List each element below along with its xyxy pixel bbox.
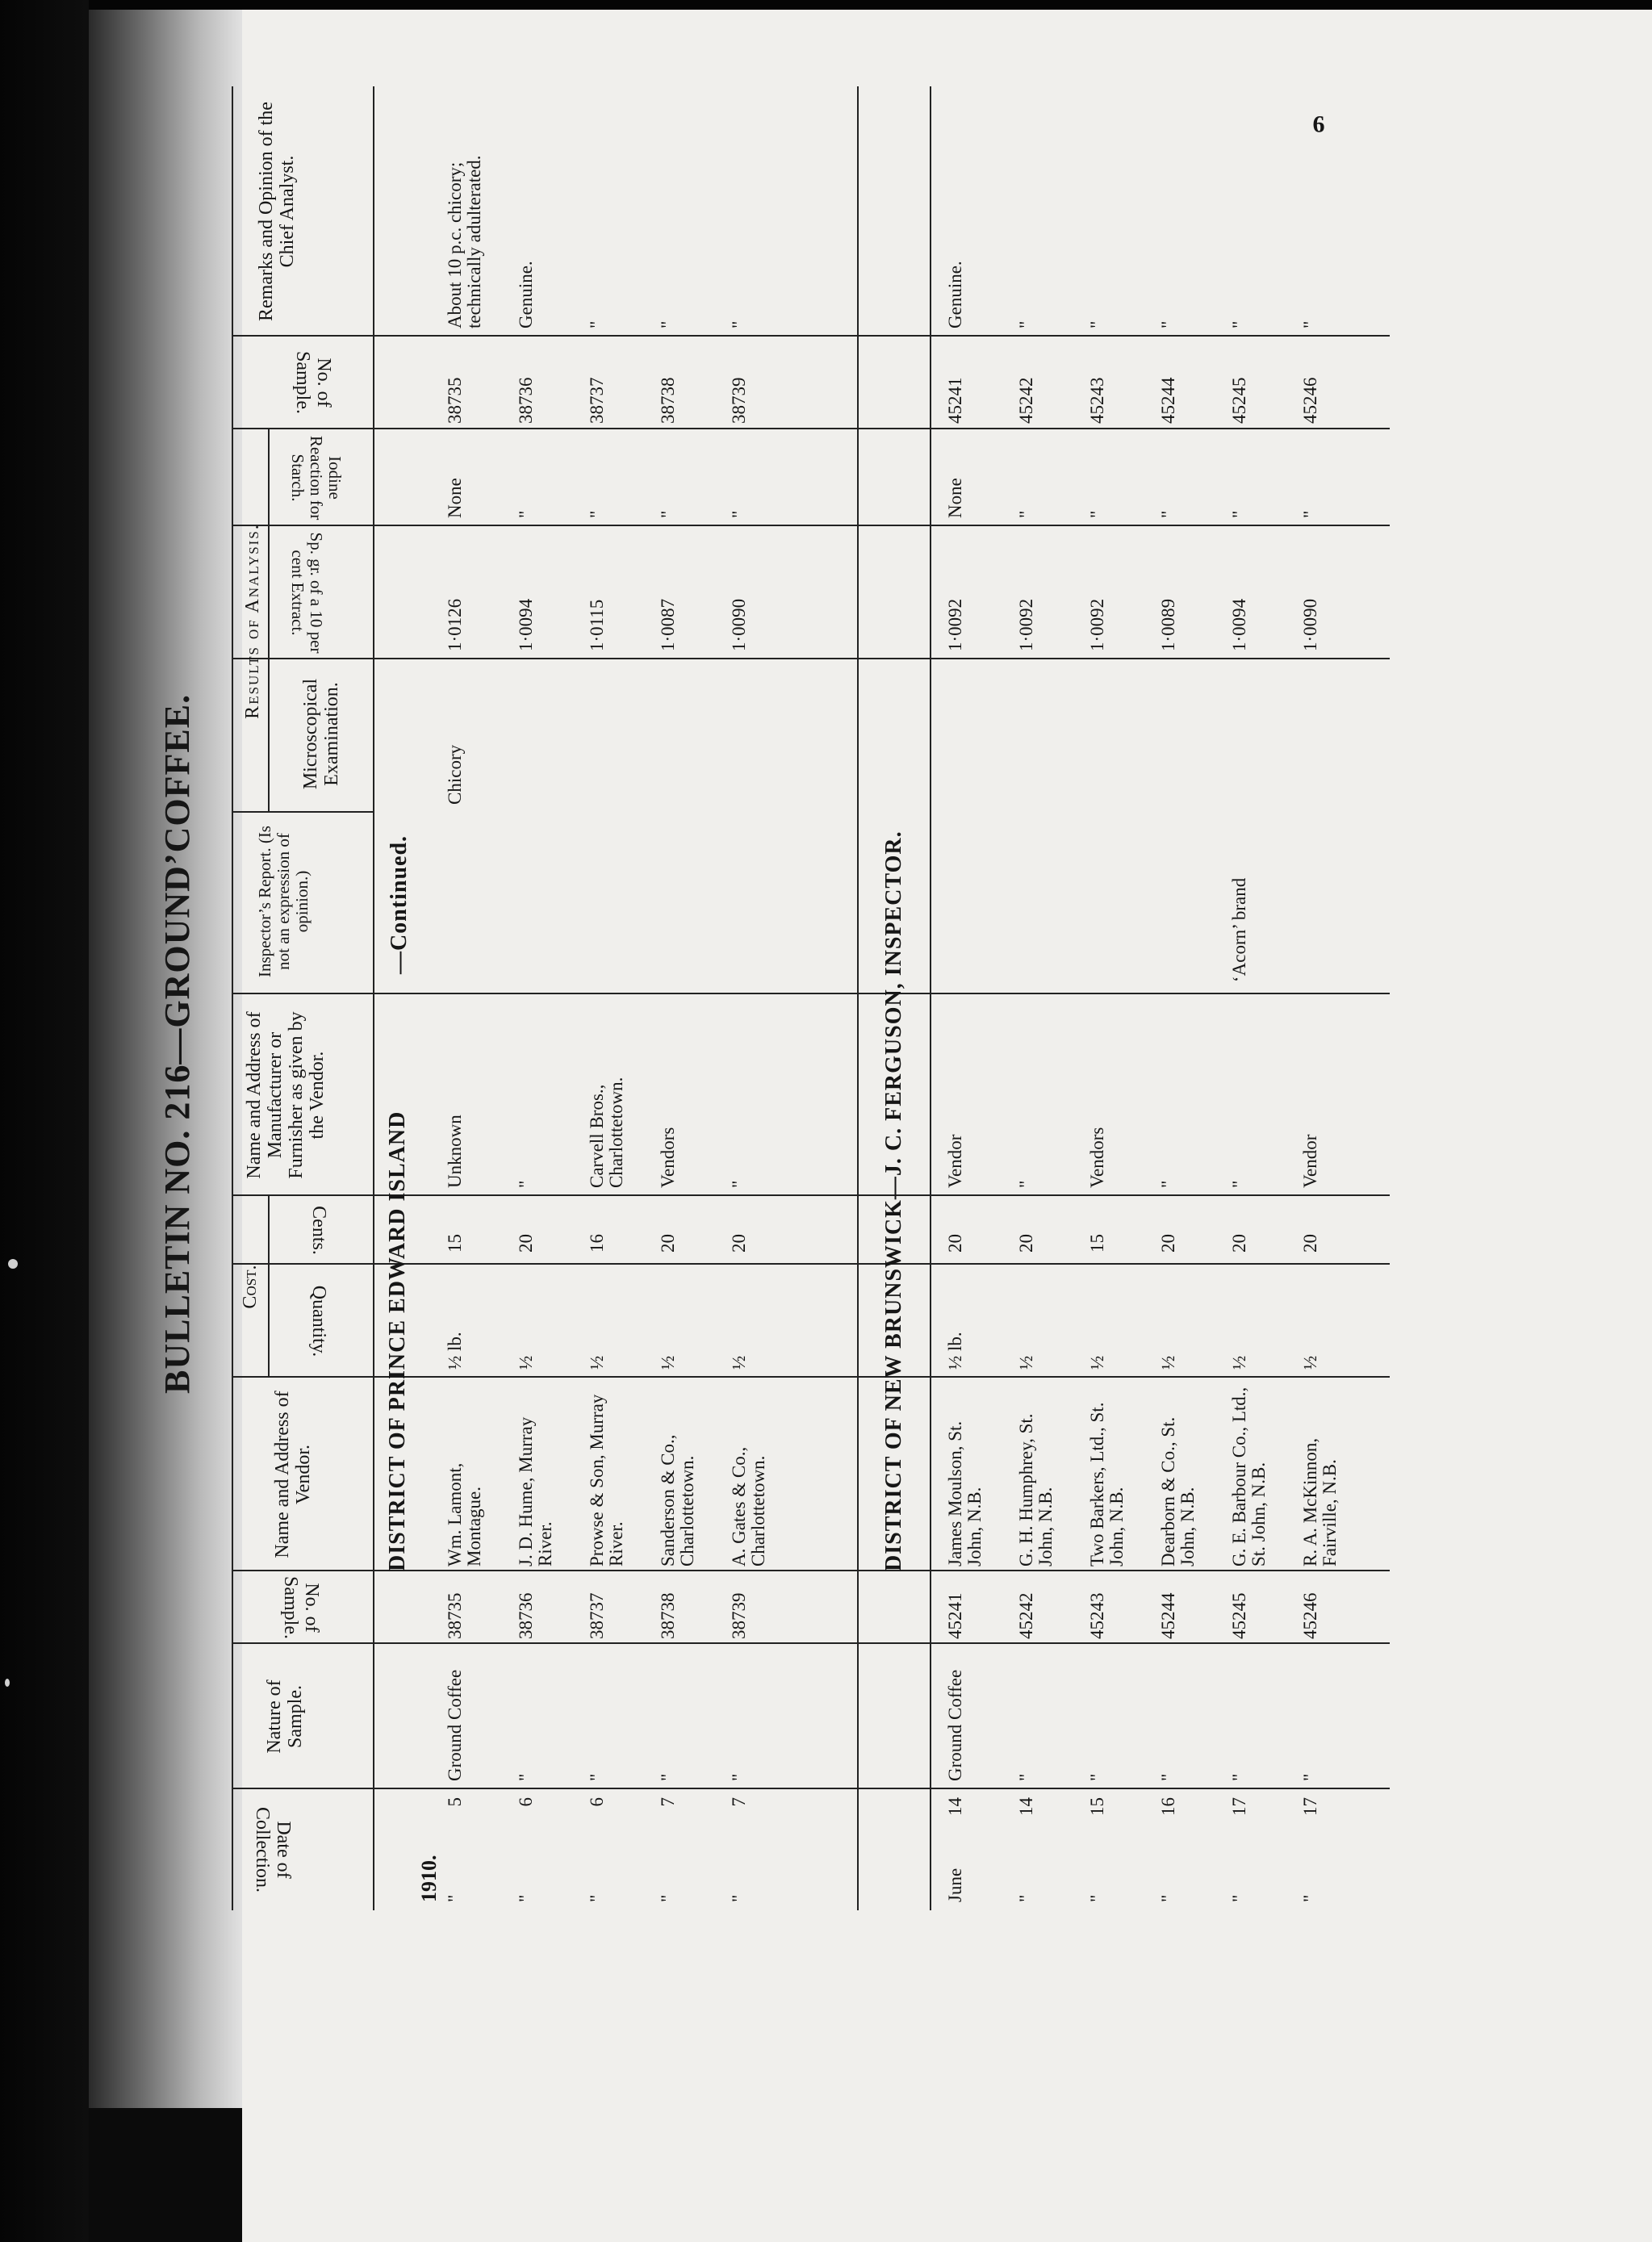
row-sample-no-2: 45244 [1158, 377, 1178, 424]
body-col-sep [373, 335, 1390, 337]
row-manufacturer: Vendors [1087, 1127, 1107, 1188]
row-quantity: ½ lb. [445, 1332, 465, 1370]
row-sample-no: 38736 [516, 1592, 536, 1639]
page-number: 6 [1312, 111, 1325, 138]
row-nature: " [1300, 1773, 1320, 1781]
header-bottom-rule [373, 86, 374, 1910]
row-month: " [1229, 1894, 1249, 1902]
row-remarks: " [1300, 320, 1320, 328]
header-remarks: Remarks and Opinion of the Chief Analyst. [256, 102, 298, 321]
row-cents: 20 [945, 1234, 965, 1253]
row-day: 14 [945, 1797, 965, 1816]
row-manufacturer: " [1229, 1180, 1249, 1188]
header-inspector: Inspector’s Report. (Is not an expression of opinion.) [255, 826, 312, 977]
page-title: BULLETIN NO. 216—GROUND’COFFEE. [157, 693, 197, 1394]
row-remarks: " [1016, 320, 1036, 328]
dust-speck [5, 1679, 10, 1687]
row-spgr: 1·0092 [1016, 598, 1036, 651]
row-quantity: ½ [729, 1355, 749, 1370]
row-sample-no-2: 45245 [1229, 377, 1249, 424]
row-quantity: ½ [1229, 1355, 1249, 1370]
row-sample-no-2: 38738 [658, 377, 678, 424]
row-vendor: R. A. McKinnon, Fairville, N.B. [1300, 1437, 1340, 1566]
row-remarks: " [1158, 320, 1178, 328]
row-sample-no-2: 45243 [1087, 377, 1107, 424]
row-day: 7 [658, 1797, 678, 1807]
row-remarks: About 10 p.c. chicory; technically adulterated. [445, 155, 484, 328]
row-spgr: 1·0087 [658, 598, 678, 651]
row-spgr: 1·0094 [516, 598, 536, 651]
district-heading: DISTRICT OF NEW BRUNSWICK—J. C. FERGUSON, INSPECTOR. [881, 830, 906, 1571]
row-sample-no: 45241 [945, 1592, 965, 1639]
header-cost: Cost. [240, 1265, 261, 1309]
row-microscopical: Chicory [445, 744, 465, 805]
row-iodine: " [658, 510, 678, 518]
row-iodine: None [945, 478, 965, 518]
row-vendor: A. Gates & Co., Charlottetown. [729, 1446, 768, 1566]
header-nature: Nature of Sample. [264, 1679, 306, 1754]
row-cents: 20 [516, 1234, 536, 1253]
row-cents: 20 [1016, 1234, 1036, 1253]
row-day: 5 [445, 1797, 465, 1807]
header-microscopical: Microscopical Examination. [300, 678, 342, 790]
row-quantity: ½ [1300, 1355, 1320, 1370]
row-month: " [1158, 1894, 1178, 1902]
row-spgr: 1·0092 [945, 598, 965, 651]
row-sample-no: 38739 [729, 1592, 749, 1639]
row-day: 16 [1158, 1797, 1178, 1816]
row-vendor: Prowse & Son, Murray River. [587, 1394, 626, 1566]
header-manufacturer: Name and Address of Manufacturer or Furnisher as given by the Vendor. [244, 1011, 328, 1179]
row-remarks: " [729, 320, 749, 328]
row-cents: 16 [587, 1234, 607, 1253]
row-nature: " [1016, 1773, 1036, 1781]
row-cents: 20 [1158, 1234, 1178, 1253]
section-rule [930, 86, 931, 1910]
row-manufacturer: Unknown [445, 1115, 465, 1188]
district-continued: —Continued. [387, 834, 412, 974]
row-sample-no: 45242 [1016, 1592, 1036, 1639]
row-cents: 20 [729, 1234, 749, 1253]
row-manufacturer: " [1016, 1180, 1036, 1188]
header-cents: Cents. [308, 1206, 329, 1255]
row-iodine: None [445, 478, 465, 518]
row-quantity: ½ [587, 1355, 607, 1370]
row-quantity: ½ [1087, 1355, 1107, 1370]
row-sample-no: 38735 [445, 1592, 465, 1639]
row-nature: " [1158, 1773, 1178, 1781]
row-month: " [1300, 1894, 1320, 1902]
row-vendor: G. H. Humphrey, St. John, N.B. [1016, 1413, 1056, 1566]
row-cents: 20 [658, 1234, 678, 1253]
row-month: " [1016, 1894, 1036, 1902]
dust-speck [8, 1259, 18, 1269]
row-month: " [516, 1894, 536, 1902]
row-sample-no: 45245 [1229, 1592, 1249, 1639]
row-manufacturer: Vendors [658, 1127, 678, 1188]
row-cents: 15 [445, 1234, 465, 1253]
row-iodine: " [729, 510, 749, 518]
row-nature: " [516, 1773, 536, 1781]
row-inspector: ‘Acorn’ brand [1229, 877, 1249, 982]
row-sample-no-2: 38737 [587, 377, 607, 424]
row-nature: " [658, 1773, 678, 1781]
row-remarks: " [1229, 320, 1249, 328]
row-spgr: 1·0089 [1158, 598, 1178, 651]
row-month: " [587, 1894, 607, 1902]
section-rule [857, 86, 859, 1910]
row-day: 6 [516, 1797, 536, 1807]
row-iodine: " [1087, 510, 1107, 518]
row-vendor: James Moulson, St. John, N.B. [945, 1420, 985, 1566]
row-month: June [945, 1868, 965, 1902]
row-spgr: 1·0126 [445, 598, 465, 651]
row-month: " [658, 1894, 678, 1902]
row-remarks: Genuine. [945, 261, 965, 328]
rotated-table-sheet [107, 6, 1462, 2023]
row-nature: Ground Coffee [945, 1669, 965, 1781]
row-month: " [1087, 1894, 1107, 1902]
row-day: 14 [1016, 1797, 1036, 1816]
row-iodine: " [1229, 510, 1249, 518]
row-manufacturer: Vendor [945, 1134, 965, 1188]
row-sample-no: 45243 [1087, 1592, 1107, 1639]
row-iodine: " [1300, 510, 1320, 518]
district-heading: DISTRICT OF PRINCE EDWARD ISLAND [385, 1111, 410, 1571]
body-col-sep [373, 525, 1390, 526]
row-quantity: ½ [1016, 1355, 1036, 1370]
row-manufacturer: " [1158, 1180, 1178, 1188]
row-vendor: Dearborn & Co., St. John, N.B. [1158, 1416, 1198, 1566]
row-iodine: " [1158, 510, 1178, 518]
row-remarks: " [587, 320, 607, 328]
row-sample-no: 45246 [1300, 1592, 1320, 1639]
col-sep [232, 993, 373, 994]
row-sample-no-2: 38735 [445, 377, 465, 424]
header-sample-no: No. of Sample. [280, 1576, 322, 1639]
row-remarks: Genuine. [516, 261, 536, 328]
results-subrule [268, 429, 270, 813]
year-label: 1910. [417, 1855, 441, 1902]
row-quantity: ½ [1158, 1355, 1178, 1370]
row-day: 17 [1300, 1797, 1320, 1816]
row-sample-no-2: 38736 [516, 377, 536, 424]
row-iodine: " [587, 510, 607, 518]
header-sample-no-2: No. of Sample. [292, 351, 334, 414]
row-day: 15 [1087, 1797, 1107, 1816]
row-vendor: G. E. Barbour Co., Ltd., St. John, N.B. [1229, 1387, 1269, 1566]
row-sample-no-2: 38739 [729, 377, 749, 424]
row-quantity: ½ lb. [945, 1332, 965, 1370]
row-sample-no-2: 45246 [1300, 377, 1320, 424]
row-cents: 20 [1229, 1234, 1249, 1253]
col-sep [232, 1570, 373, 1571]
body-col-sep [373, 1788, 1390, 1789]
document-page [157, 10, 1652, 2242]
header-date: Date of Collection. [252, 1807, 294, 1893]
row-quantity: ½ [516, 1355, 536, 1370]
row-manufacturer: " [729, 1180, 749, 1188]
row-spgr: 1·0090 [729, 598, 749, 651]
row-sample-no: 38738 [658, 1592, 678, 1639]
row-sample-no: 38737 [587, 1592, 607, 1639]
row-manufacturer: Carvell Bros., Charlottetown. [587, 1077, 626, 1188]
row-day: 17 [1229, 1797, 1249, 1816]
header-spgr: Sp. gr. of a 10 per cent Extract. [288, 532, 326, 654]
cost-subrule [268, 1196, 270, 1378]
header-results: Results of Analysis. [242, 523, 263, 719]
row-remarks: " [658, 320, 678, 328]
row-nature: " [729, 1773, 749, 1781]
row-vendor: Wm. Lamont, Montague. [445, 1462, 484, 1566]
row-manufacturer: Vendor [1300, 1134, 1320, 1188]
row-remarks: " [1087, 320, 1107, 328]
row-spgr: 1·0090 [1300, 598, 1320, 651]
header-quantity: Quantity. [308, 1285, 329, 1357]
row-sample-no-2: 45241 [945, 377, 965, 424]
row-spgr: 1·0094 [1229, 598, 1249, 651]
row-spgr: 1·0115 [587, 599, 607, 651]
body-col-sep [373, 428, 1390, 429]
row-nature: " [587, 1773, 607, 1781]
row-nature: " [1229, 1773, 1249, 1781]
row-iodine: " [1016, 510, 1036, 518]
row-vendor: J. D. Hume, Murray River. [516, 1416, 555, 1566]
row-cents: 20 [1300, 1234, 1320, 1253]
body-col-sep [373, 658, 1390, 659]
row-day: 6 [587, 1797, 607, 1807]
row-iodine: " [516, 510, 536, 518]
body-col-sep [373, 1642, 1390, 1644]
row-quantity: ½ [658, 1355, 678, 1370]
col-sep [232, 1642, 373, 1644]
row-nature: " [1087, 1773, 1107, 1781]
row-sample-no: 45244 [1158, 1592, 1178, 1639]
header-top-rule [232, 86, 233, 1910]
header-iodine: Iodine Reaction for Starch. [288, 435, 345, 521]
row-spgr: 1·0092 [1087, 598, 1107, 651]
col-sep [232, 335, 373, 337]
row-sample-no-2: 45242 [1016, 377, 1036, 424]
row-manufacturer: " [516, 1180, 536, 1188]
row-day: 7 [729, 1797, 749, 1807]
row-vendor: Two Barkers, Ltd., St. John, N.B. [1087, 1402, 1127, 1566]
row-month: " [445, 1894, 465, 1902]
row-month: " [729, 1894, 749, 1902]
scan-margin [0, 0, 89, 2242]
row-vendor: Sanderson & Co., Charlottetown. [658, 1434, 697, 1566]
row-cents: 15 [1087, 1234, 1107, 1253]
header-vendor: Name and Address of Vendor. [272, 1391, 314, 1558]
row-nature: Ground Coffee [445, 1669, 465, 1781]
